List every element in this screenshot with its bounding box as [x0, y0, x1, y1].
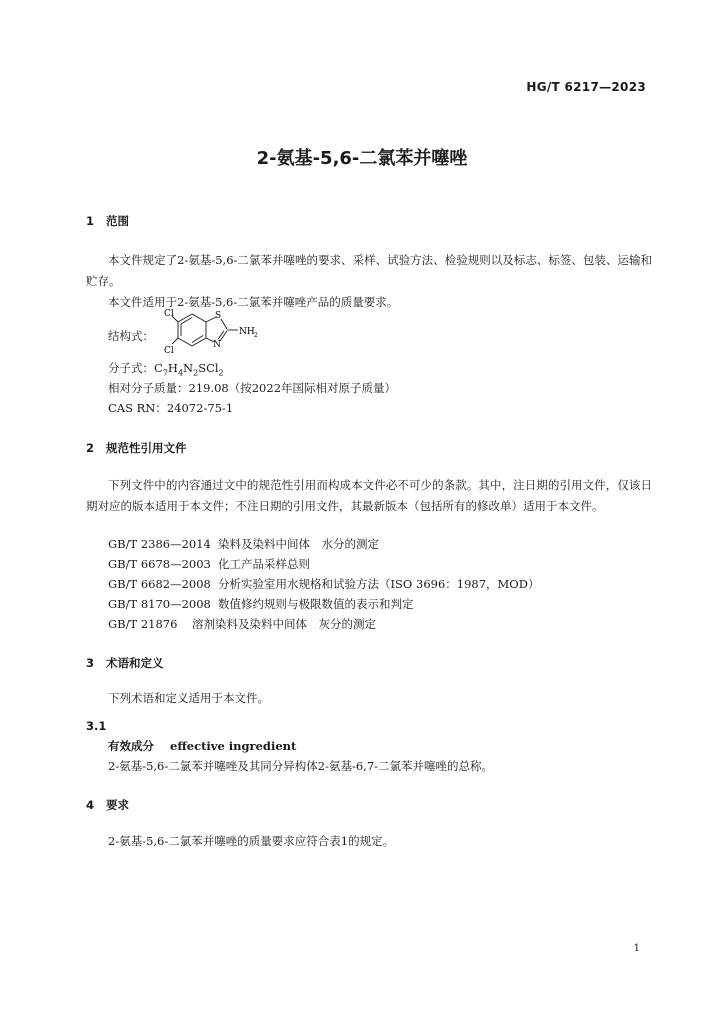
reference-item — [108, 556, 310, 572]
section-2-heading — [86, 440, 187, 456]
formula-label: 分子式： — [108, 361, 154, 375]
formula-n-sub: 2 — [193, 368, 199, 378]
reference-code: GB/T 2386—2014 — [108, 537, 211, 551]
atom-nh-subscript: 2 — [254, 332, 258, 339]
structural-formula — [150, 306, 290, 362]
scope-paragraph-1: 本文件规定了2-氨基-5,6-二氯苯并噻唑的要求、采样、试验方法、检验规则以及标志、标签、包装、运输和贮存。 — [86, 253, 652, 288]
formula-n: N — [183, 361, 194, 375]
section-number: 1 — [86, 214, 95, 228]
term-chinese: 有效成分 — [108, 739, 154, 753]
requirements-paragraph: 2-氨基-5,6-二氯苯并噻唑的质量要求应符合表1的规定。 — [108, 834, 395, 848]
section-title: 范围 — [106, 214, 129, 228]
section-title: 术语和定义 — [106, 656, 164, 670]
reference-title: 化工产品采样总则 — [218, 557, 310, 571]
section-title: 规范性引用文件 — [106, 441, 187, 455]
cas-number: CAS RN：24072-75-1 — [108, 401, 234, 415]
standard-id: HG/T 6217—2023 — [526, 80, 646, 94]
scope-paragraph-2: 本文件适用于2-氨基-5,6-二氯苯并噻唑产品的质量要求。 — [108, 295, 399, 309]
reference-title: 溶剂染料及染料中间体 灰分的测定 — [192, 617, 376, 631]
term-definition: 2-氨基-5,6-二氯苯并噻唑及其同分异构体2-氨基-6,7-二氯苯并噻唑的总称。 — [108, 759, 494, 773]
formula-h-sub: 4 — [177, 368, 184, 378]
section-3-heading — [86, 655, 164, 671]
section-4-heading — [86, 797, 129, 813]
atom-nh: NH — [239, 327, 255, 337]
reference-code: GB/T 6678—2003 — [108, 557, 211, 571]
formula-scl: SCl — [198, 361, 219, 375]
reference-item — [108, 596, 414, 612]
structure-label: 结构式： — [108, 329, 154, 343]
reference-item — [108, 616, 376, 632]
reference-title: 数值修约规则与极限数值的表示和判定 — [218, 597, 414, 611]
term-number: 3.1 — [86, 719, 107, 733]
formula-c: C — [154, 361, 163, 375]
reference-code: GB/T 6682—2008 — [108, 577, 211, 591]
term-heading — [108, 738, 296, 754]
section-1-heading — [86, 213, 129, 229]
section-number: 2 — [86, 441, 95, 455]
molecular-formula — [108, 360, 224, 377]
section-title: 要求 — [106, 798, 129, 812]
document-title: 2-氨基-5,6-二氯苯并噻唑 — [256, 148, 468, 169]
normative-references-intro: 下列文件中的内容通过文中的规范性引用而构成本文件必不可少的条款。其中，注日期的引用文件，仅该日期对应的版本适用于本文件；不注日期的引用文件，其最新版本（包括所有的修改单）适用于本文件。 — [86, 478, 652, 513]
reference-title: 分析实验室用水规格和试验方法（ISO 3696：1987，MOD） — [218, 577, 540, 591]
molecular-mass: 相对分子质量：219.08（按2022年国际相对原子质量） — [108, 381, 397, 395]
reference-code: GB/T 21876 — [108, 617, 178, 631]
reference-title: 染料及染料中间体 水分的测定 — [218, 537, 379, 551]
atom-s: S — [215, 311, 222, 321]
section-number: 3 — [86, 656, 95, 670]
terms-intro: 下列术语和定义适用于本文件。 — [108, 691, 269, 705]
reference-code: GB/T 8170—2008 — [108, 597, 211, 611]
atom-n: N — [213, 340, 221, 350]
term-english: effective ingredient — [170, 739, 297, 753]
reference-item — [108, 536, 379, 552]
formula-h: H — [167, 361, 178, 375]
page-number: 1 — [633, 943, 640, 954]
reference-item — [108, 576, 539, 592]
section-number: 4 — [86, 798, 95, 812]
atom-cl-bottom: Cl — [164, 346, 174, 356]
atom-cl-top: Cl — [164, 309, 174, 319]
formula-c-sub: 7 — [162, 368, 168, 378]
formula-cl-sub: 2 — [218, 368, 224, 378]
